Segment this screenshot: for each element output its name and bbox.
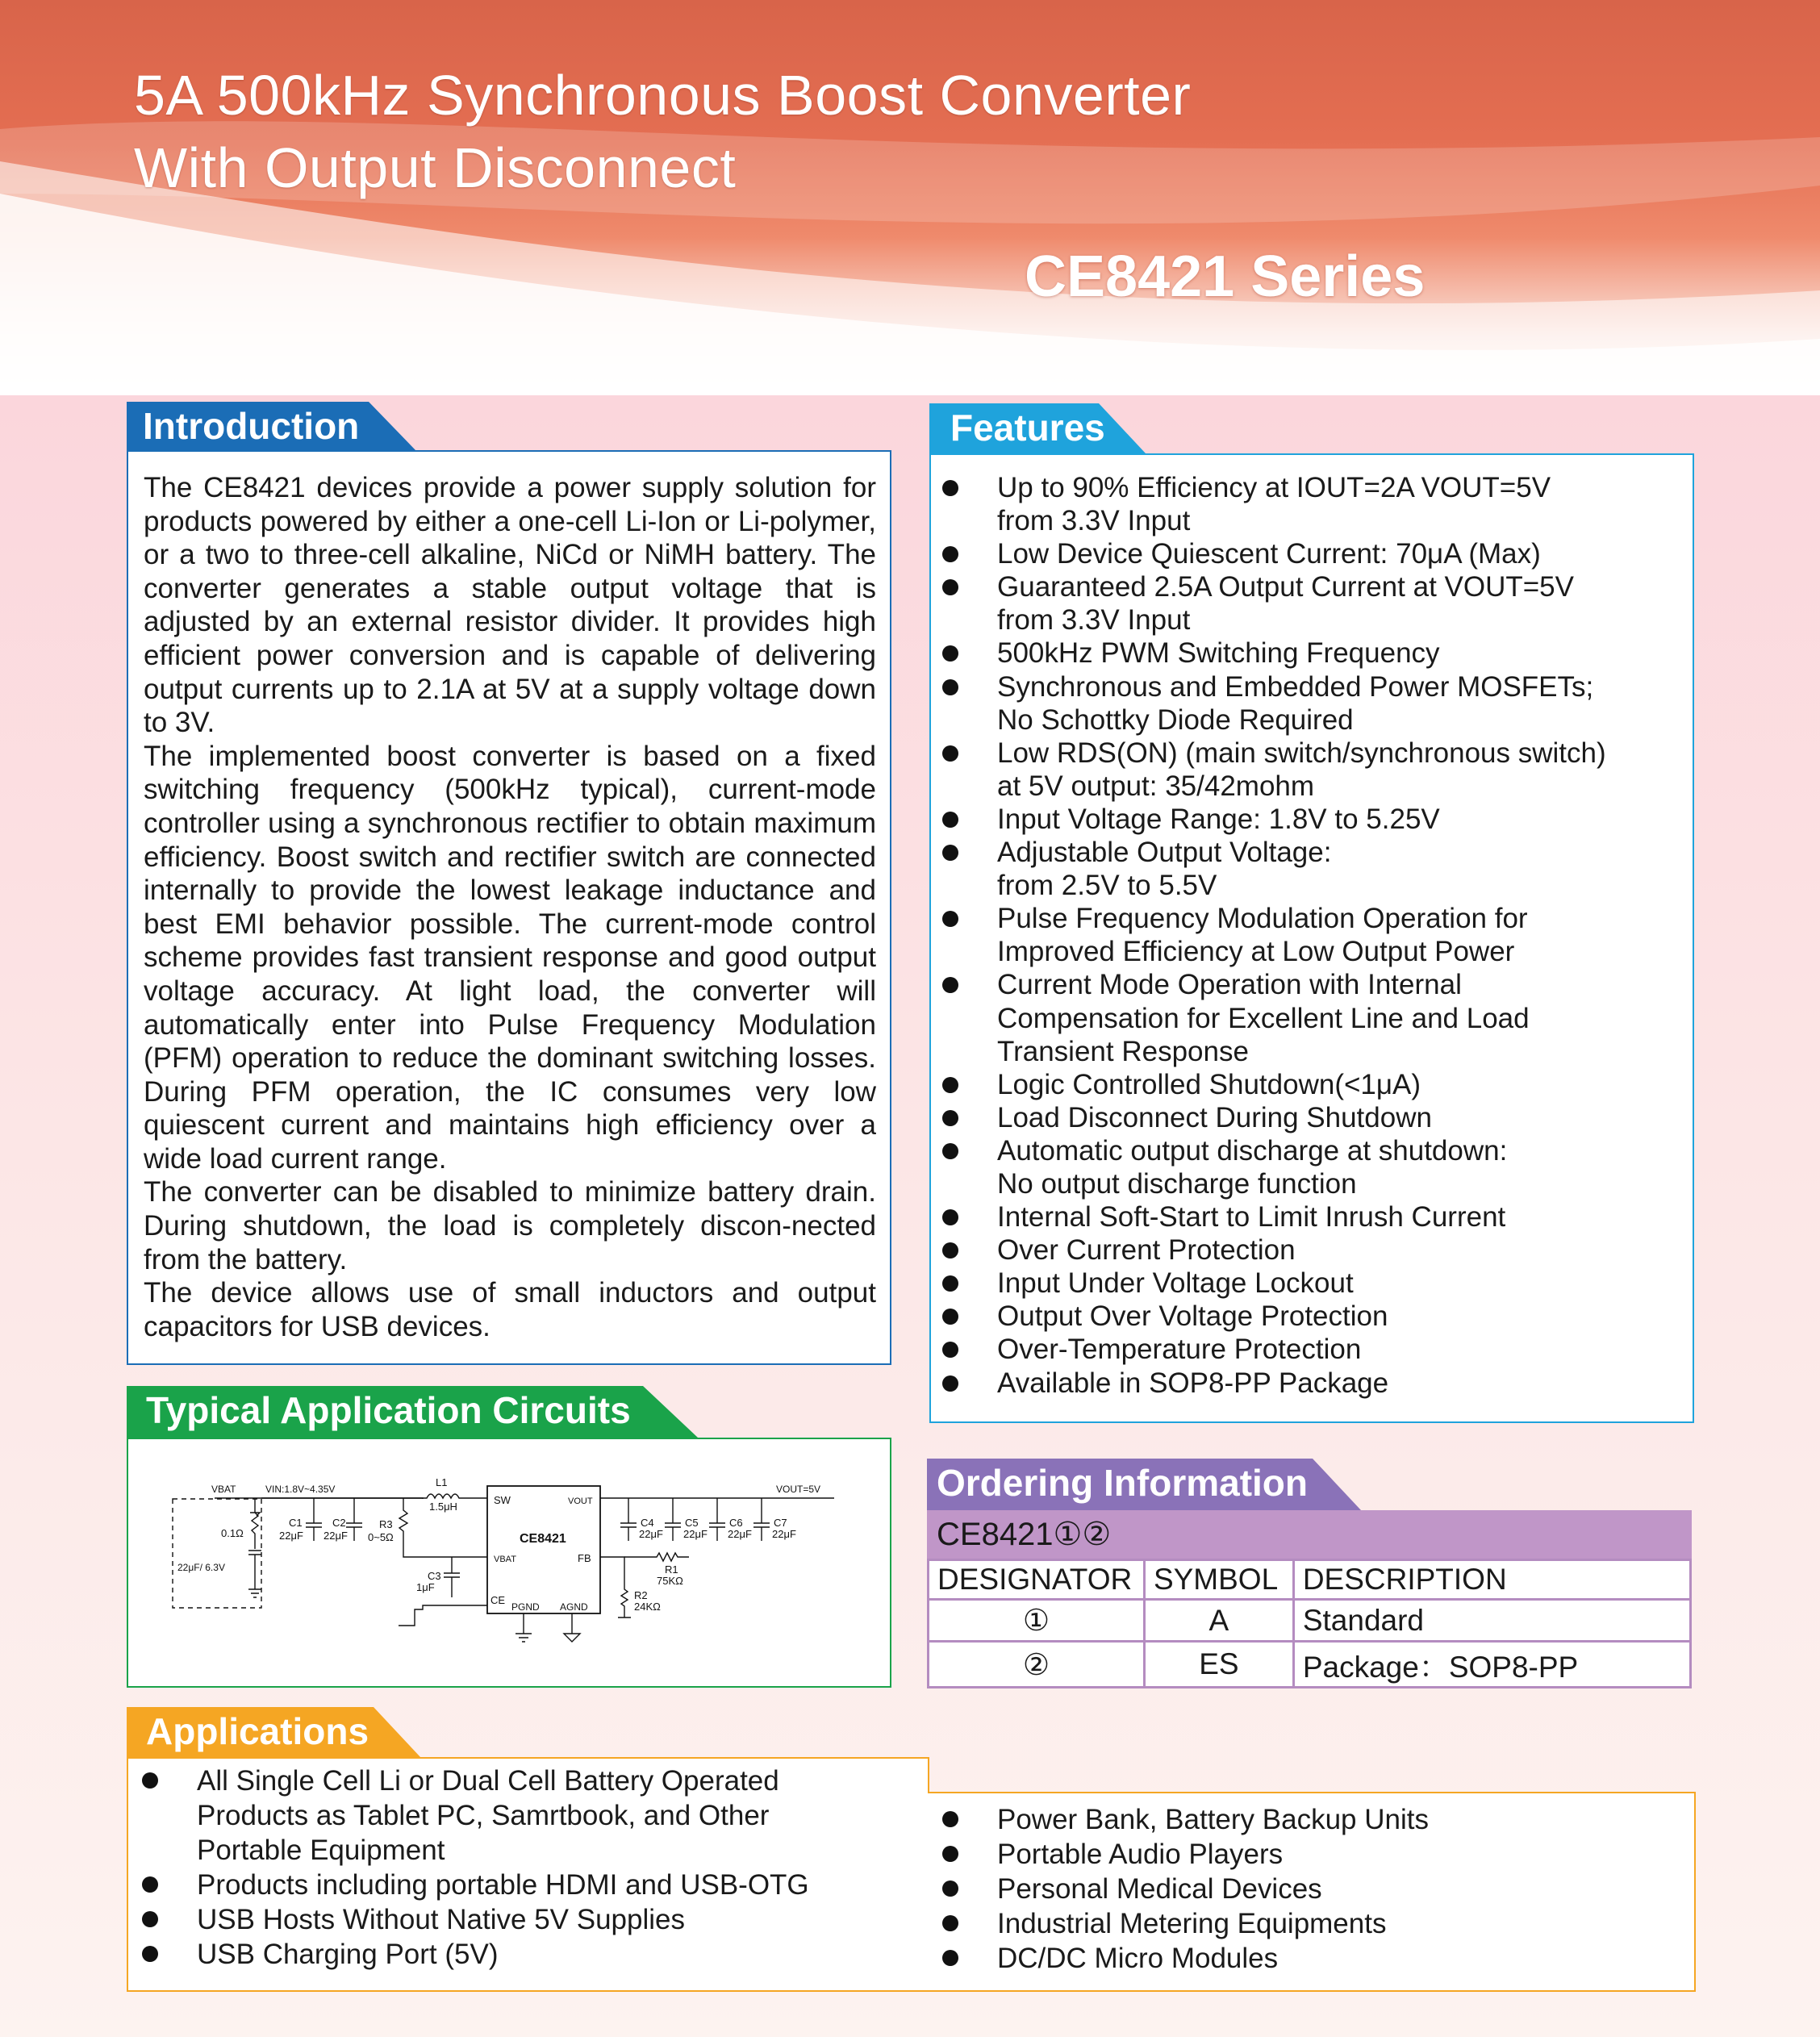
column-header: DESIGNATOR <box>929 1560 1145 1600</box>
symbol-cell: ES <box>1144 1642 1293 1688</box>
chip-label: CE8421 <box>520 1532 566 1546</box>
list-item: Synchronous and Embedded Power MOSFETs; No Schottky Diode Required <box>939 670 1689 737</box>
label-c1-value: 22μF <box>279 1530 303 1542</box>
list-item: Personal Medical Devices <box>939 1872 1689 1906</box>
intro-paragraph: The device allows use of small inductors and output capacitors for USB devices. <box>144 1277 876 1342</box>
label-c7-value: 22μF <box>772 1528 796 1540</box>
label-c6-value: 22μF <box>728 1528 752 1540</box>
ordering-part-number: CE8421①② <box>927 1510 1692 1559</box>
applications-list-right <box>939 1802 1689 1976</box>
designator-cell: ② <box>929 1642 1145 1688</box>
label-c5-value: 22μF <box>683 1528 708 1540</box>
list-item: Over-Temperature Protection <box>939 1333 1689 1366</box>
label-c3: C3 <box>428 1570 441 1582</box>
table-row <box>929 1600 1691 1642</box>
description-cell: Standard <box>1293 1600 1690 1642</box>
label-c-bat: 22μF/ 6.3V <box>177 1562 225 1573</box>
label-vin: VIN:1.8V~4.35V <box>265 1484 336 1495</box>
label-r3-value: 0~5Ω <box>368 1531 394 1543</box>
list-item: Automatic output discharge at shutdown: No output discharge function <box>939 1134 1689 1200</box>
applications-heading: Applications <box>127 1707 420 1757</box>
label-vbat: VBAT <box>211 1484 236 1495</box>
document-title-line2: With Output Disconnect <box>134 136 737 199</box>
header-banner <box>0 0 1820 395</box>
list-item: Input Voltage Range: 1.8V to 5.25V <box>939 803 1689 836</box>
battery-block <box>173 1499 261 1608</box>
list-item: USB Charging Port (5V) <box>139 1937 889 1972</box>
label-c4: C4 <box>641 1517 654 1529</box>
introduction-text <box>144 471 876 1343</box>
label-l1-value: 1.5μH <box>429 1501 457 1513</box>
list-item: Guaranteed 2.5A Output Current at VOUT=5V from 3.3V Input <box>939 570 1689 637</box>
list-item: Internal Soft-Start to Limit Inrush Current <box>939 1200 1689 1233</box>
list-item: Available in SOP8-PP Package <box>939 1367 1689 1400</box>
document-title-line1: 5A 500kHz Synchronous Boost Converter <box>134 64 1192 127</box>
list-item: Products including portable HDMI and USB-OTG <box>139 1868 889 1902</box>
introduction-heading: Introduction <box>127 402 415 450</box>
designator-cell: ① <box>929 1600 1145 1642</box>
label-c4-value: 22μF <box>639 1528 663 1540</box>
label-vout: VOUT=5V <box>776 1484 821 1495</box>
list-item: Industrial Metering Equipments <box>939 1906 1689 1941</box>
label-c6: C6 <box>729 1517 743 1529</box>
list-item: Adjustable Output Voltage: from 2.5V to 5.5V <box>939 836 1689 902</box>
list-item: USB Hosts Without Native 5V Supplies <box>139 1902 889 1937</box>
list-item: Logic Controlled Shutdown(<1μA) <box>939 1068 1689 1101</box>
label-r2: R2 <box>634 1589 648 1601</box>
list-item: Low RDS(ON) (main switch/synchronous switch) at 5V output: 35/42mohm <box>939 737 1689 803</box>
pin-agnd: AGND <box>560 1601 588 1613</box>
label-l1: L1 <box>436 1476 448 1488</box>
label-r3: R3 <box>379 1518 393 1530</box>
pin-sw: SW <box>494 1494 511 1506</box>
list-item: Over Current Protection <box>939 1233 1689 1267</box>
applications-list-left <box>139 1764 889 1972</box>
features-list <box>939 471 1689 1400</box>
list-item: Load Disconnect During Shutdown <box>939 1101 1689 1134</box>
label-c7: C7 <box>774 1517 787 1529</box>
list-item: Portable Audio Players <box>939 1837 1689 1872</box>
series-name: CE8421 Series <box>1025 244 1426 309</box>
pin-fb: FB <box>578 1552 591 1564</box>
intro-paragraph: The implemented boost converter is based on a fixed switching frequency (500kHz typical), current-mode controller using a synchronous rectifier to obtain maximum efficiency. Boost switch and rectifier switch are connected internally to provide the lowest leakage inductance and best EMI behavior possible. The current-mode control scheme provides fast transient response and good output voltage accuracy. At light load, the converter will automatically enter into Pulse Frequency Modulation (PFM) operation to reduce the dominant switching losses. During PFM operation, the IC consumes very low quiescent current and maintains high efficiency over a wide load current range. <box>144 740 876 1175</box>
pin-vbat: VBAT <box>494 1555 516 1564</box>
column-header: DESCRIPTION <box>1293 1560 1690 1600</box>
list-item: Current Mode Operation with Internal Compensation for Excellent Line and Load Transient Response <box>939 968 1689 1067</box>
table-header-row <box>929 1560 1691 1600</box>
list-item: Up to 90% Efficiency at IOUT=2A VOUT=5V from 3.3V Input <box>939 471 1689 537</box>
label-c3-value: 1μF <box>416 1581 435 1593</box>
ordering-table <box>927 1559 1692 1688</box>
pin-pgnd: PGND <box>511 1601 540 1613</box>
label-r1-value: 75KΩ <box>657 1575 683 1587</box>
label-r-bat: 0.1Ω <box>221 1527 244 1539</box>
table-row <box>929 1642 1691 1688</box>
list-item: Pulse Frequency Modulation Operation for Improved Efficiency at Low Output Power <box>939 902 1689 968</box>
label-r1: R1 <box>665 1563 678 1576</box>
list-item: Output Over Voltage Protection <box>939 1300 1689 1333</box>
list-item: Low Device Quiescent Current: 70μA (Max) <box>939 537 1689 570</box>
intro-paragraph: The converter can be disabled to minimize battery drain. During shutdown, the load is completely discon-nected from the battery. <box>144 1176 876 1275</box>
list-item: Input Under Voltage Lockout <box>939 1267 1689 1300</box>
intro-paragraph: The CE8421 devices provide a power supply solution for products powered by either a one-cell Li-Ion or Li-polymer, or a two to three-cell alkaline, NiCd or NiMH battery. The converter generates a stable output voltage that is adjusted by an external resistor divider. It provides high efficient power conversion and is capable of delivering output currents up to 2.1A at 5V at a supply voltage down to 3V. <box>144 472 876 739</box>
label-c2: C2 <box>332 1517 346 1529</box>
list-item: DC/DC Micro Modules <box>939 1941 1689 1976</box>
label-r2-value: 24KΩ <box>634 1601 661 1613</box>
list-item: Power Bank, Battery Backup Units <box>939 1802 1689 1837</box>
pin-ce: CE <box>490 1594 506 1606</box>
column-header: SYMBOL <box>1144 1560 1293 1600</box>
ordering-heading: Ordering Information <box>927 1459 1361 1510</box>
list-item: All Single Cell Li or Dual Cell Battery Operated Products as Tablet PC, Samrtbook, and Other Portable Equipment <box>139 1764 889 1868</box>
label-c5: C5 <box>685 1517 699 1529</box>
application-circuit-diagram <box>157 1476 883 1662</box>
list-item: 500kHz PWM Switching Frequency <box>939 637 1689 670</box>
description-cell: Package：SOP8-PP <box>1293 1642 1690 1688</box>
label-c2-value: 22μF <box>324 1530 348 1542</box>
pin-vout: VOUT <box>568 1496 593 1506</box>
label-c1: C1 <box>289 1517 303 1529</box>
features-heading: Features <box>929 403 1146 453</box>
circuit-heading: Typical Application Circuits <box>127 1386 698 1438</box>
symbol-cell: A <box>1144 1600 1293 1642</box>
